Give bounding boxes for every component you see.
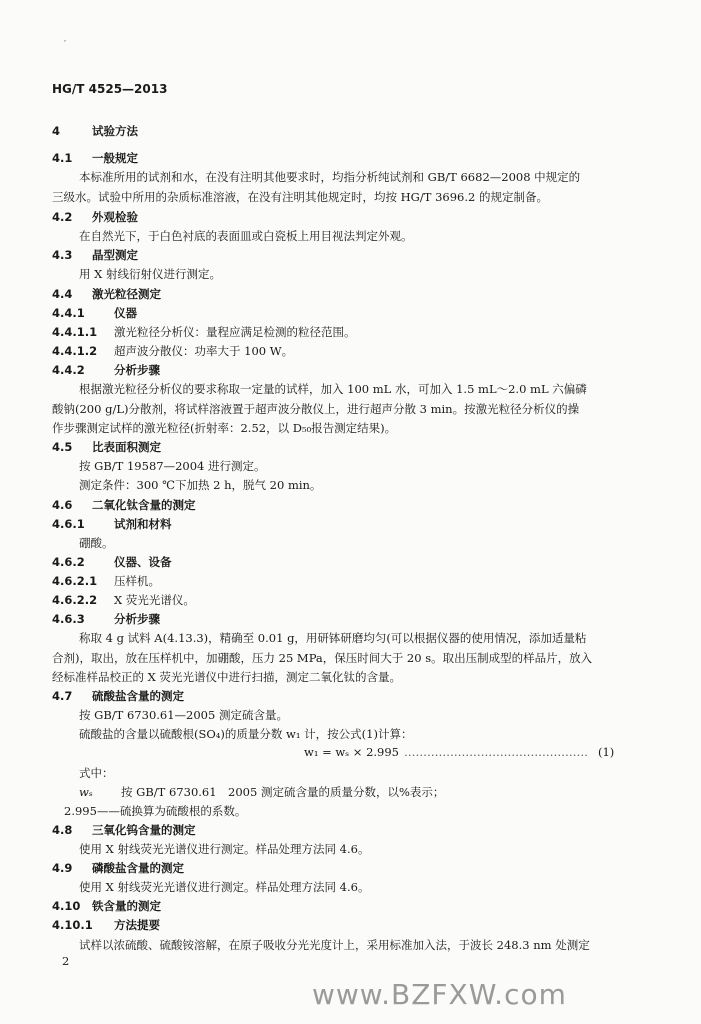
paragraph-line: 使用 X 射线荧光光谱仪进行测定。样品处理方法同 4.6。 <box>79 880 370 894</box>
section-heading: 4.6.2 仪器、设备 <box>52 555 172 569</box>
section-heading: 4.6.3 分析步骤 <box>52 612 160 626</box>
paragraph-line: 按 GB/T 19587—2004 进行测定。 <box>79 459 266 473</box>
list-item: 4.4.1.2 超声波分散仪：功率大于 100 W。 <box>52 344 294 358</box>
page-number: 2 <box>62 954 70 968</box>
formula-expression: w₁ = wₛ × 2.995 <box>304 745 399 759</box>
watermark: www.BZFXW.com <box>312 978 567 1011</box>
variable-definition: wₛ 按 GB/T 6730.61 2005 测定硫含量的质量分数，以%表示； <box>79 785 445 799</box>
list-item: 4.6.2.1 压样机。 <box>52 574 160 588</box>
paragraph-line: 硼酸。 <box>79 536 114 550</box>
corner-mark: ′ <box>64 40 67 50</box>
section-heading: 4.8 三氧化钨含量的测定 <box>52 823 196 837</box>
paragraph-line: 三级水。试验中所用的杂质标准溶液，在没有注明其他规定时，均按 HG/T 3696.2 的规定制备。 <box>52 190 548 204</box>
paragraph-line: 试样以浓硫酸、硫酸铵溶解，在原子吸收分光光度计上，采用标准加入法，于波长 248.3 nm 处测定 <box>79 938 590 952</box>
paragraph-line: 在自然光下，于白色衬底的表面皿或白瓷板上用目视法判定外观。 <box>79 229 413 243</box>
section-heading: 4.4.2 分析步骤 <box>52 363 160 377</box>
section-heading: 4.9 磷酸盐含量的测定 <box>52 861 184 875</box>
paragraph-line: 根据激光粒径分析仪的要求称取一定量的试样，加入 100 mL 水，可加入 1.5 mL～2.0 mL 六偏磷 <box>79 382 587 396</box>
paragraph-line: 2.995——硫换算为硫酸根的系数。 <box>64 804 247 818</box>
paragraph-line: 本标准所用的试剂和水，在没有注明其他要求时，均指分析纯试剂和 GB/T 6682—2008 中规定的 <box>79 170 581 184</box>
formula-number: (1) <box>598 745 615 759</box>
section-heading: 4.1 一般规定 <box>52 151 138 165</box>
paragraph-line: 酸钠(200 g/L)分散剂，将试样溶液置于超声波分散仪上，进行超声分散 3 min。按激光粒径分析仪的操 <box>52 402 580 416</box>
section-heading: 4 试验方法 <box>52 124 138 138</box>
list-item: 4.4.1.1 激光粒径分析仪：量程应满足检测的粒径范围。 <box>52 325 356 339</box>
standard-number-header: HG/T 4525—2013 <box>52 82 168 96</box>
section-heading: 4.10 铁含量的测定 <box>52 899 161 913</box>
section-heading: 4.6.1 试剂和材料 <box>52 517 172 531</box>
paragraph-line: 按 GB/T 6730.61—2005 测定硫含量。 <box>79 708 288 722</box>
section-heading: 4.4 激光粒径测定 <box>52 287 161 301</box>
formula-leader-dots: ………………………………………… <box>404 745 588 759</box>
section-heading: 4.3 晶型测定 <box>52 248 138 262</box>
paragraph-line: 测定条件：300 ℃下加热 2 h，脱气 20 min。 <box>79 478 322 492</box>
paragraph-line: 经标准样品校正的 X 荧光光谱仪中进行扫描，测定二氧化钛的含量。 <box>52 670 401 684</box>
paragraph-line: 使用 X 射线荧光光谱仪进行测定。样品处理方法同 4.6。 <box>79 842 370 856</box>
section-heading: 4.6 二氧化钛含量的测定 <box>52 498 196 512</box>
paragraph-line: 用 X 射线衍射仪进行测定。 <box>79 267 221 281</box>
paragraph-line: 合剂)，取出，放在压样机中，加硼酸，压力 25 MPa，保压时间大于 20 s。取出压制成型的样品片，放入 <box>52 651 593 665</box>
paragraph-line: 作步骤测定试样的激光粒径(折射率：2.52，以 D₅₀报告测定结果)。 <box>52 421 397 435</box>
section-heading: 4.10.1 方法提要 <box>52 918 160 932</box>
section-heading: 4.4.1 仪器 <box>52 306 137 320</box>
section-heading: 4.7 硫酸盐含量的测定 <box>52 689 184 703</box>
list-item: 4.6.2.2 X 荧光光谱仪。 <box>52 593 195 607</box>
section-heading: 4.2 外观检验 <box>52 210 138 224</box>
paragraph-line: 硫酸盐的含量以硫酸根(SO₄)的质量分数 w₁ 计，按公式(1)计算： <box>79 727 413 741</box>
paragraph-line: 称取 4 g 试料 A(4.13.3)，精确至 0.01 g，用研钵研磨均匀(可以根据仪器的使用情况，添加适量粘 <box>79 631 587 645</box>
section-heading: 4.5 比表面积测定 <box>52 440 161 454</box>
paragraph-line: 式中： <box>79 766 114 780</box>
